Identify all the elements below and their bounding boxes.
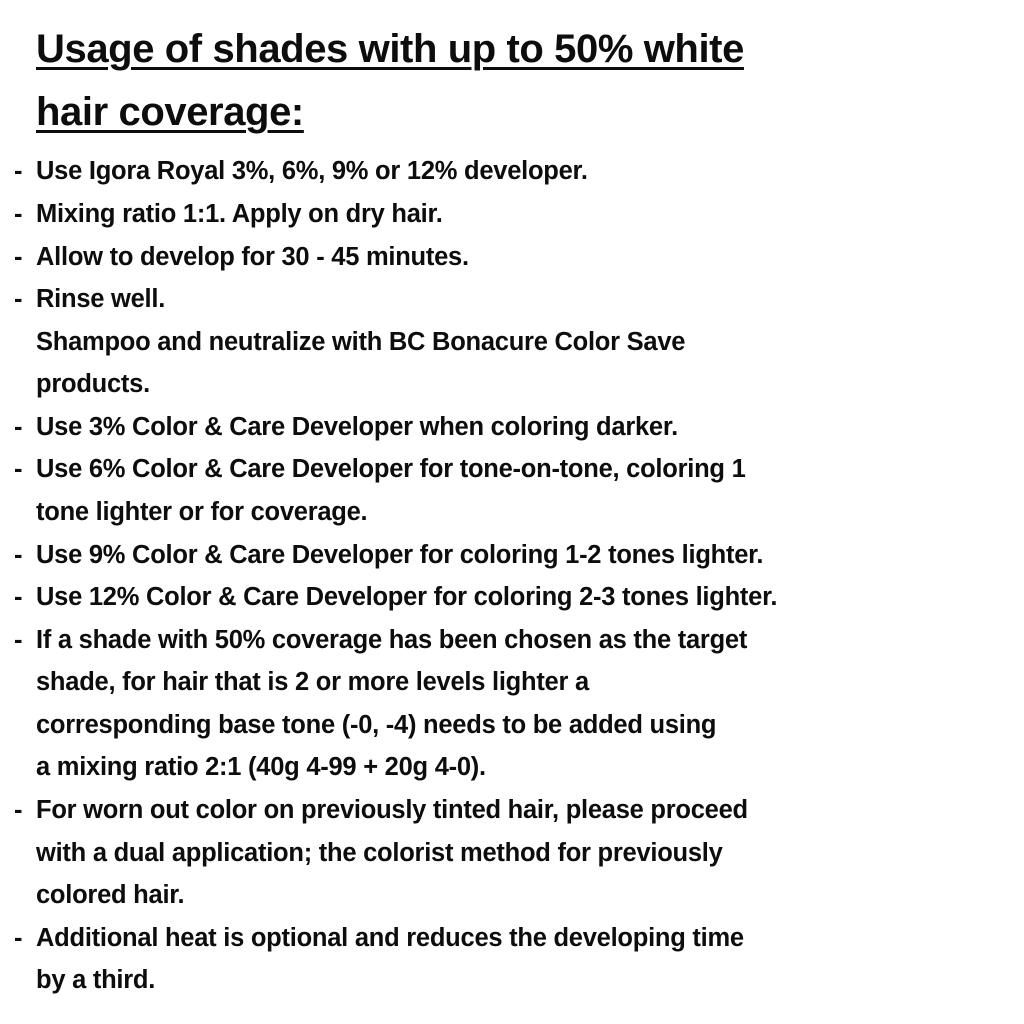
list-item-text: If a shade with 50% coverage has been chosen as the target bbox=[36, 625, 748, 654]
list-item-continuation: Shampoo and neutralize with BC Bonacure Color Save bbox=[36, 327, 686, 356]
dash-bullet-icon: - bbox=[14, 583, 23, 612]
list-item-continuation: colored hair. bbox=[36, 881, 185, 910]
list-item bbox=[14, 534, 990, 577]
page-title-line-1: Usage of shades with up to 50% white bbox=[36, 27, 744, 71]
dash-bullet-icon: - bbox=[14, 242, 23, 271]
dash-bullet-icon: - bbox=[14, 285, 23, 314]
list-item bbox=[14, 193, 990, 236]
list-item bbox=[14, 917, 990, 960]
list-item-text: Use 9% Color & Care Developer for coloring 1-2 tones lighter. bbox=[36, 540, 764, 569]
list-item bbox=[14, 576, 990, 619]
list-item-text: Rinse well. bbox=[36, 285, 166, 314]
dash-bullet-icon: - bbox=[14, 923, 23, 952]
list-item-continuation: tone lighter or for coverage. bbox=[36, 498, 368, 526]
dash-bullet-icon: - bbox=[14, 455, 23, 484]
page-title-line-2: hair coverage: bbox=[36, 90, 304, 135]
dash-bullet-icon: - bbox=[14, 412, 23, 441]
list-item-continuation: by a third. bbox=[36, 966, 156, 995]
list-item-continuation: shade, for hair that is 2 or more levels lighter a bbox=[36, 668, 589, 697]
list-item-text: Use Igora Royal 3%, 6%, 9% or 12% developer. bbox=[36, 157, 588, 186]
list-item bbox=[14, 278, 990, 321]
dash-bullet-icon: - bbox=[14, 157, 23, 186]
list-item-continuation: corresponding base tone (-0, -4) needs to be added using bbox=[36, 710, 717, 739]
list-item-text: Mixing ratio 1:1. Apply on dry hair. bbox=[36, 199, 443, 228]
dash-bullet-icon: - bbox=[14, 540, 23, 569]
list-item-text: Use 12% Color & Care Developer for coloring 2-3 tones lighter. bbox=[36, 583, 778, 612]
list-item-continuation: with a dual application; the colorist method for previously bbox=[36, 838, 723, 867]
list-item bbox=[14, 448, 990, 491]
instruction-list bbox=[14, 150, 990, 1002]
list-item-text: Allow to develop for 30 - 45 minutes. bbox=[36, 242, 469, 271]
list-item-text: Use 6% Color & Care Developer for tone-on-tone, coloring 1 bbox=[36, 455, 746, 484]
dash-bullet-icon: - bbox=[14, 796, 23, 825]
list-item bbox=[14, 619, 990, 662]
page-title bbox=[14, 18, 990, 144]
list-item-text: For worn out color on previously tinted hair, please proceed bbox=[36, 796, 748, 825]
dash-bullet-icon: - bbox=[14, 625, 23, 654]
list-item-continuation: a mixing ratio 2:1 (40g 4-99 + 20g 4-0). bbox=[36, 753, 486, 782]
list-item bbox=[14, 789, 990, 832]
list-item bbox=[14, 150, 990, 193]
list-item-text: Additional heat is optional and reduces the developing time bbox=[36, 923, 744, 952]
list-item bbox=[14, 236, 990, 279]
list-item-text: Use 3% Color & Care Developer when coloring darker. bbox=[36, 412, 678, 441]
dash-bullet-icon: - bbox=[14, 199, 23, 228]
list-item-continuation: products. bbox=[36, 370, 150, 399]
list-item bbox=[14, 406, 990, 449]
